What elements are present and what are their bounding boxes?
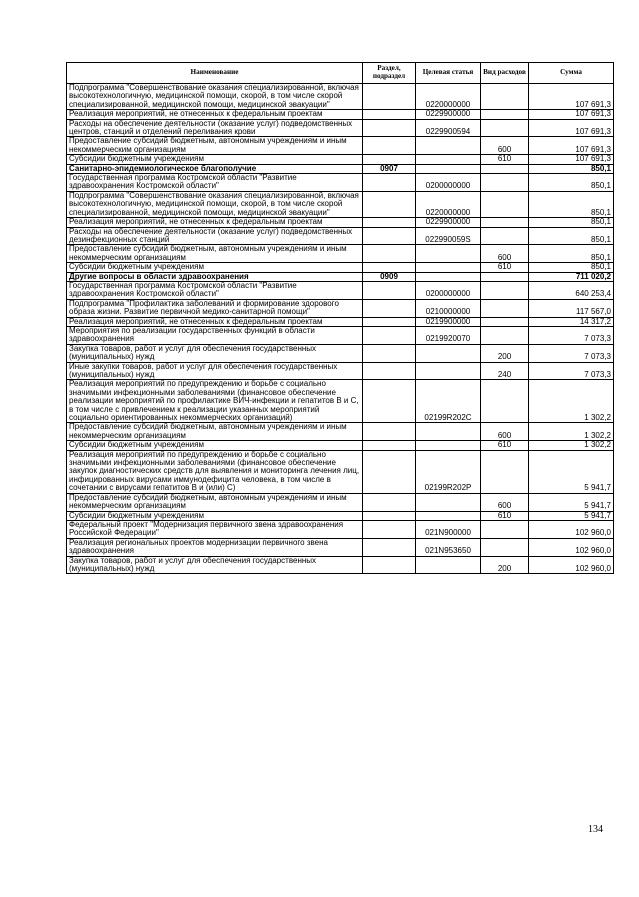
table-row: [67, 344, 614, 362]
row-type-cell: [481, 326, 529, 344]
row-type-cell: [481, 272, 529, 281]
row-name-cell: Государственная программа Костромской области "Развитие здравоохранения Костромской области": [67, 281, 363, 299]
row-sum-cell: 850,1: [529, 227, 614, 245]
row-type-cell: [481, 317, 529, 326]
row-sum-cell: 107 691,3: [529, 137, 614, 155]
row-name-cell: Предоставление субсидий бюджетным, автономным учреждениям и иным некоммерческим организациям: [67, 493, 363, 511]
row-target-cell: 021N953650: [416, 538, 481, 556]
row-target-cell: [416, 423, 481, 441]
row-name-cell: Санитарно-эпидемиологическое благополучие: [67, 164, 363, 173]
row-sum-cell: 7 073,3: [529, 344, 614, 362]
row-target-cell: [416, 263, 481, 272]
row-target-cell: [416, 272, 481, 281]
row-sum-cell: 5 941,7: [529, 450, 614, 493]
table-row: [67, 174, 614, 192]
row-name-cell: Мероприятия по реализации государственных функций в области здравоохранения: [67, 326, 363, 344]
row-target-cell: [416, 245, 481, 263]
table-row: [67, 84, 614, 110]
table-row: [67, 110, 614, 119]
table-row: [67, 520, 614, 538]
row-target-cell: 0200000000: [416, 281, 481, 299]
table-row: [67, 245, 614, 263]
row-name-cell: Реализация мероприятий по предупреждению и борьбе с социально значимыми инфекционными заболеваниями (финансовое обеспечение реализации мероприятий по профилактике ВИЧ-инфекции и гепатитов B и C, в том числе с привлечением к реализации указанных мероприятий социально ориентированных некоммерческих организаций): [67, 380, 363, 423]
row-sum-cell: 850,1: [529, 218, 614, 227]
row-type-cell: 600: [481, 423, 529, 441]
row-target-cell: [416, 344, 481, 362]
row-type-cell: 610: [481, 511, 529, 520]
table-row: [67, 155, 614, 164]
row-type-cell: 610: [481, 441, 529, 450]
row-target-cell: 022990059S: [416, 227, 481, 245]
row-type-cell: [481, 520, 529, 538]
row-section-cell: [363, 441, 416, 450]
row-section-cell: [363, 344, 416, 362]
row-type-cell: [481, 119, 529, 137]
table-row: [67, 218, 614, 227]
row-sum-cell: 102 960,0: [529, 538, 614, 556]
row-section-cell: [363, 263, 416, 272]
row-section-cell: [363, 362, 416, 380]
header-sum: Сумма: [529, 63, 614, 84]
row-target-cell: 0220000000: [416, 84, 481, 110]
row-sum-cell: 850,1: [529, 191, 614, 217]
row-section-cell: [363, 281, 416, 299]
row-type-cell: [481, 191, 529, 217]
row-section-cell: [363, 511, 416, 520]
row-section-cell: [363, 538, 416, 556]
row-section-cell: [363, 227, 416, 245]
row-type-cell: [481, 281, 529, 299]
row-section-cell: [363, 520, 416, 538]
row-target-cell: [416, 155, 481, 164]
table-row: [67, 362, 614, 380]
row-target-cell: 0229900000: [416, 110, 481, 119]
row-name-cell: Реализация мероприятий по предупреждению и борьбе с социально значимыми инфекционными заболеваниями (финансовое обеспечение закупок диагностических средств для выявления и мониторинга лечения лиц, инфицированных вирусами иммунодефицита человека, в том числе в сочетании с вирусами гепатитов B и (или) C): [67, 450, 363, 493]
row-sum-cell: 117 567,0: [529, 299, 614, 317]
row-name-cell: Закупка товаров, работ и услуг для обеспечения государственных (муниципальных) нужд: [67, 344, 363, 362]
row-target-cell: 0220000000: [416, 191, 481, 217]
table-row: [67, 538, 614, 556]
table-row: [67, 281, 614, 299]
row-type-cell: 600: [481, 493, 529, 511]
row-name-cell: Иные закупки товаров, работ и услуг для обеспечения государственных (муниципальных) нужд: [67, 362, 363, 380]
row-section-cell: [363, 84, 416, 110]
row-section-cell: [363, 174, 416, 192]
row-target-cell: [416, 137, 481, 155]
row-type-cell: 200: [481, 556, 529, 574]
row-target-cell: 0229900594: [416, 119, 481, 137]
row-name-cell: Подпрограмма "Совершенствование оказания специализированной, включая высокотехнологичную, медицинской помощи, скорой, в том числе скорой специализированной, медицинской помощи, медицинской эвакуации": [67, 84, 363, 110]
row-target-cell: 0200000000: [416, 174, 481, 192]
row-section-cell: [363, 155, 416, 164]
row-section-cell: [363, 218, 416, 227]
row-sum-cell: 5 941,7: [529, 493, 614, 511]
row-sum-cell: 107 691,3: [529, 155, 614, 164]
row-type-cell: 610: [481, 263, 529, 272]
row-type-cell: [481, 299, 529, 317]
row-name-cell: Другие вопросы в области здравоохранения: [67, 272, 363, 281]
table-row: [67, 191, 614, 217]
row-sum-cell: 1 302,2: [529, 423, 614, 441]
row-name-cell: Предоставление субсидий бюджетным, автономным учреждениям и иным некоммерческим организациям: [67, 423, 363, 441]
row-target-cell: [416, 511, 481, 520]
row-name-cell: Предоставление субсидий бюджетным, автономным учреждениям и иным некоммерческим организациям: [67, 137, 363, 155]
row-name-cell: Реализация мероприятий, не отнесенных к федеральным проектам: [67, 317, 363, 326]
row-type-cell: [481, 110, 529, 119]
table-row: [67, 299, 614, 317]
row-name-cell: Субсидии бюджетным учреждениям: [67, 263, 363, 272]
row-target-cell: 021N900000: [416, 520, 481, 538]
page-number: 134: [588, 824, 603, 835]
row-name-cell: Реализация мероприятий, не отнесенных к федеральным проектам: [67, 110, 363, 119]
row-sum-cell: 850,1: [529, 174, 614, 192]
row-sum-cell: 850,1: [529, 164, 614, 173]
row-name-cell: Закупка товаров, работ и услуг для обеспечения государственных (муниципальных) нужд: [67, 556, 363, 574]
row-section-cell: [363, 493, 416, 511]
row-section-cell: [363, 380, 416, 423]
row-type-cell: [481, 227, 529, 245]
header-name: Наименование: [67, 63, 363, 84]
row-type-cell: 610: [481, 155, 529, 164]
row-sum-cell: 850,1: [529, 245, 614, 263]
row-section-cell: [363, 299, 416, 317]
row-name-cell: Субсидии бюджетным учреждениям: [67, 511, 363, 520]
row-name-cell: Подпрограмма "Профилактика заболеваний и формирование здорового образа жизни. Развитие первичной медико-санитарной помощи": [67, 299, 363, 317]
row-section-cell: [363, 317, 416, 326]
table-row: [67, 450, 614, 493]
table-row: [67, 227, 614, 245]
budget-table: [66, 62, 614, 574]
row-sum-cell: 107 691,3: [529, 119, 614, 137]
row-sum-cell: 7 073,3: [529, 362, 614, 380]
table-header-row: [67, 63, 614, 84]
row-section-cell: [363, 119, 416, 137]
header-target: Целевая статья: [416, 63, 481, 84]
row-section-cell: [363, 326, 416, 344]
row-target-cell: 0210000000: [416, 299, 481, 317]
row-type-cell: [481, 380, 529, 423]
row-target-cell: [416, 493, 481, 511]
budget-table-container: [66, 62, 613, 574]
table-body: [67, 84, 614, 574]
row-type-cell: 200: [481, 344, 529, 362]
row-target-cell: [416, 164, 481, 173]
row-section-cell: [363, 423, 416, 441]
table-row: [67, 556, 614, 574]
table-row: [67, 511, 614, 520]
row-name-cell: Реализация мероприятий, не отнесенных к федеральным проектам: [67, 218, 363, 227]
row-section-cell: [363, 110, 416, 119]
row-target-cell: 0219900000: [416, 317, 481, 326]
table-row: [67, 380, 614, 423]
row-name-cell: Предоставление субсидий бюджетным, автономным учреждениям и иным некоммерческим организациям: [67, 245, 363, 263]
row-type-cell: [481, 174, 529, 192]
table-row: [67, 493, 614, 511]
row-section-cell: [363, 137, 416, 155]
row-type-cell: [481, 450, 529, 493]
row-target-cell: [416, 362, 481, 380]
table-row: [67, 423, 614, 441]
table-row: [67, 326, 614, 344]
row-target-cell: [416, 556, 481, 574]
row-name-cell: Федеральный проект "Модернизация первичного звена здравоохранения Российской Федерации": [67, 520, 363, 538]
row-type-cell: [481, 164, 529, 173]
row-section-cell: [363, 245, 416, 263]
header-type: Вид расходов: [481, 63, 529, 84]
row-sum-cell: 5 941,7: [529, 511, 614, 520]
row-section-cell: [363, 191, 416, 217]
row-type-cell: [481, 218, 529, 227]
row-name-cell: Расходы на обеспечение деятельности (оказание услуг) подведомственных центров, станций и отделений переливания крови: [67, 119, 363, 137]
row-sum-cell: 640 253,4: [529, 281, 614, 299]
row-name-cell: Реализация региональных проектов модернизации первичного звена здравоохранения: [67, 538, 363, 556]
row-type-cell: 600: [481, 245, 529, 263]
row-sum-cell: 1 302,2: [529, 441, 614, 450]
table-row: [67, 263, 614, 272]
row-type-cell: [481, 538, 529, 556]
row-name-cell: Субсидии бюджетным учреждениям: [67, 441, 363, 450]
row-section-cell: [363, 450, 416, 493]
table-row: [67, 137, 614, 155]
row-sum-cell: 1 302,2: [529, 380, 614, 423]
row-sum-cell: 102 960,0: [529, 520, 614, 538]
row-section-cell: [363, 556, 416, 574]
row-target-cell: 02199R202P: [416, 450, 481, 493]
row-sum-cell: 107 691,3: [529, 110, 614, 119]
row-name-cell: Государственная программа Костромской области "Развитие здравоохранения Костромской области": [67, 174, 363, 192]
row-section-cell: 0907: [363, 164, 416, 173]
row-target-cell: [416, 441, 481, 450]
row-sum-cell: 7 073,3: [529, 326, 614, 344]
row-type-cell: [481, 84, 529, 110]
row-type-cell: 600: [481, 137, 529, 155]
row-name-cell: Подпрограмма "Совершенствование оказания специализированной, включая высокотехнологичную, медицинской помощи, скорой, в том числе скорой специализированной, медицинской помощи, медицинской эвакуации": [67, 191, 363, 217]
row-target-cell: 0229900000: [416, 218, 481, 227]
row-name-cell: Расходы на обеспечение деятельности (оказание услуг) подведомственных дезинфекционных станций: [67, 227, 363, 245]
table-row: [67, 441, 614, 450]
row-sum-cell: 107 691,3: [529, 84, 614, 110]
row-name-cell: Субсидии бюджетным учреждениям: [67, 155, 363, 164]
header-section: Раздел, подраздел: [363, 63, 416, 84]
row-section-cell: 0909: [363, 272, 416, 281]
row-sum-cell: 102 960,0: [529, 556, 614, 574]
row-sum-cell: 14 317,2: [529, 317, 614, 326]
row-sum-cell: 850,1: [529, 263, 614, 272]
table-row: [67, 119, 614, 137]
row-target-cell: 02199R202C: [416, 380, 481, 423]
row-sum-cell: 711 020,2: [529, 272, 614, 281]
row-type-cell: 240: [481, 362, 529, 380]
row-target-cell: 0219920070: [416, 326, 481, 344]
